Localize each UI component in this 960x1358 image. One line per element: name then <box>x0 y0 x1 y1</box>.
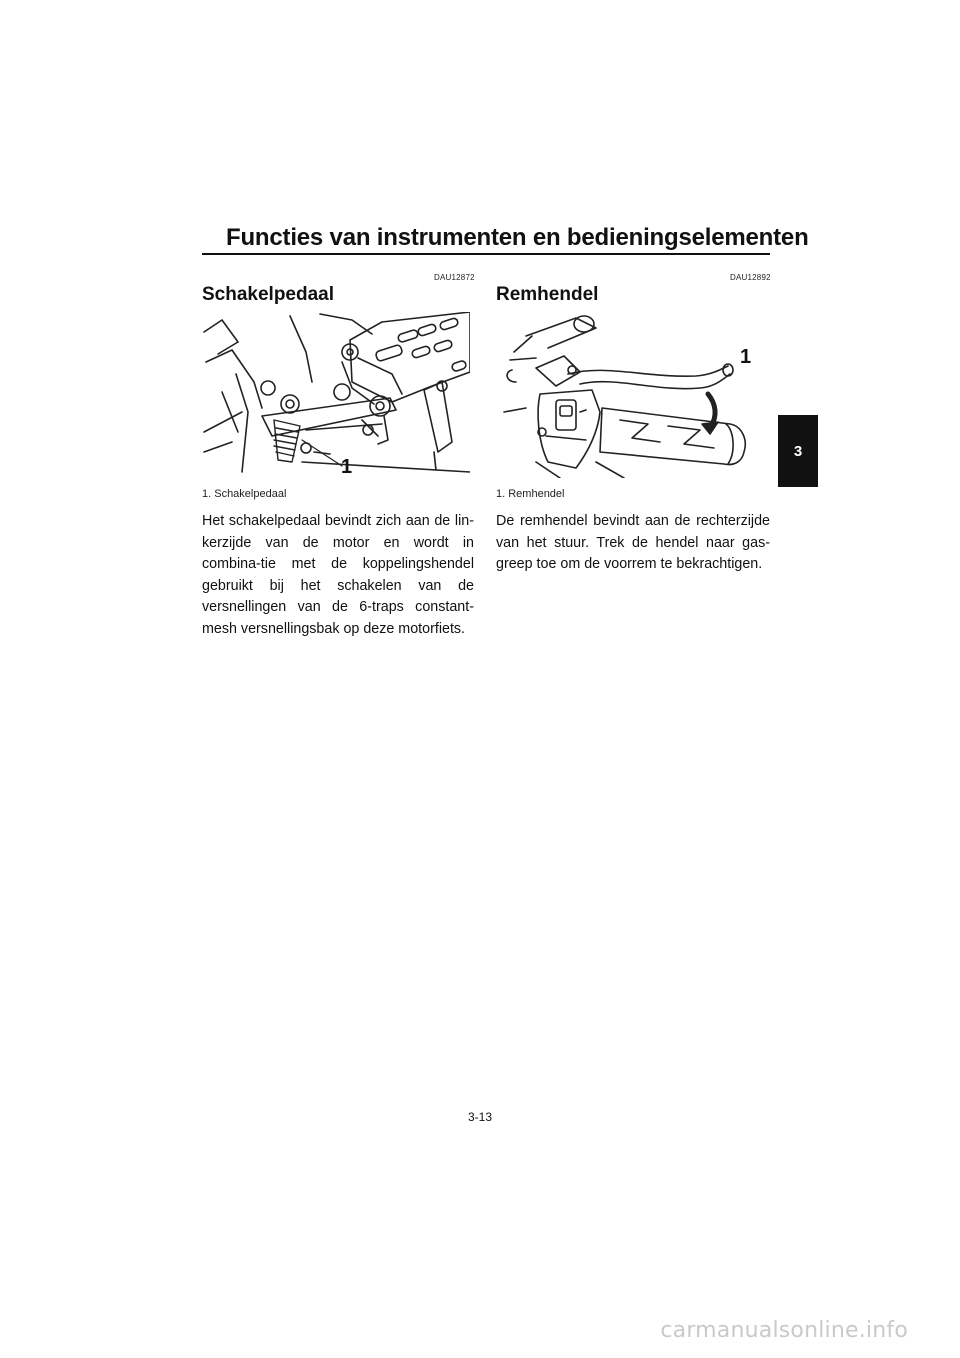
section-heading: Remhendel <box>496 284 599 305</box>
section-body: Het schakelpedaal bevindt zich aan de lin-kerzijde van de motor en wordt in combina-tie met de koppelingshendel gebruikt bij het schakelen van de versnellingen van de 6-traps constant-mesh versnellingsbak op deze motorfiets. <box>202 513 474 637</box>
shift-pedal-illustration <box>202 312 470 478</box>
section-code: DAU12872 <box>434 273 475 282</box>
figure-caption: 1. Remhendel <box>496 488 565 500</box>
section-body: De remhendel bevindt aan de rechterzijde van het stuur. Trek de hendel naar gas-greep toe om de voorrem te bekrachtigen. <box>496 513 770 572</box>
figure-callout: 1 <box>740 346 752 368</box>
page-number: 3-13 <box>467 1110 493 1124</box>
section-heading: Schakelpedaal <box>202 284 335 305</box>
section-code: DAU12892 <box>730 273 771 282</box>
page-title: Functies van instrumenten en bedieningselementen <box>226 224 809 251</box>
watermark: carmanualsonline.info <box>660 1318 908 1343</box>
chapter-tab: 3 <box>778 415 818 487</box>
brake-lever-illustration <box>496 312 770 478</box>
title-divider <box>202 253 770 255</box>
figure-callout: 1 <box>341 456 353 478</box>
figure-caption: 1. Schakelpedaal <box>202 488 287 500</box>
